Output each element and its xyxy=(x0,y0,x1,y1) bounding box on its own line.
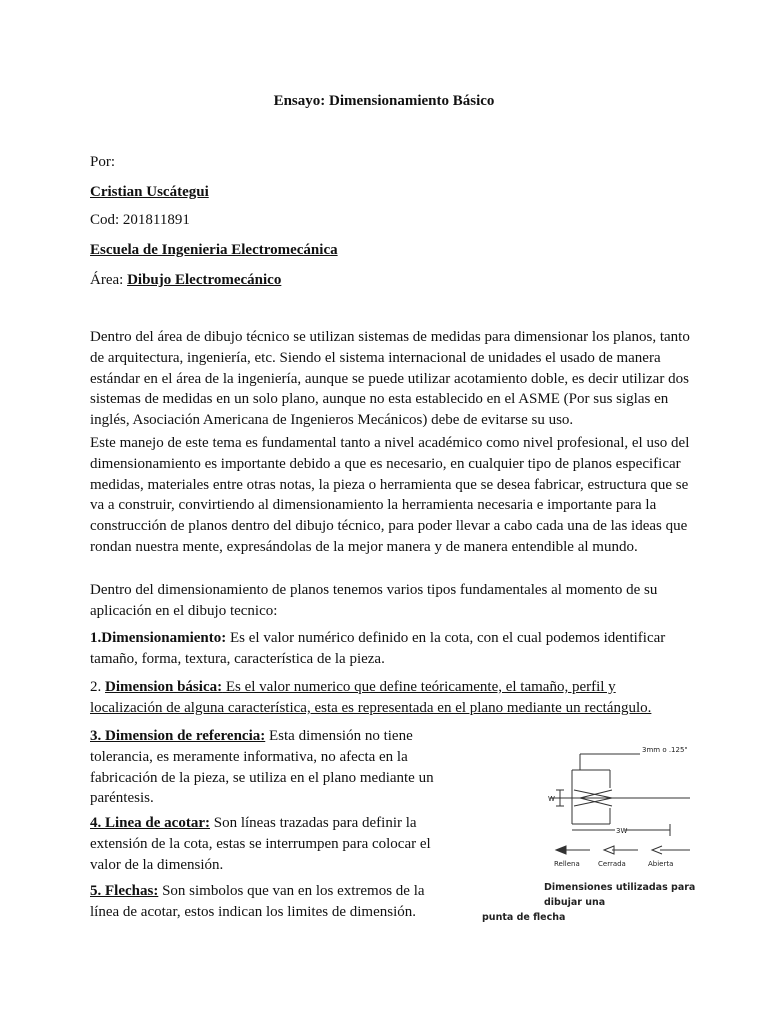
school-name-text: Escuela de Ingenieria Electromecánica xyxy=(90,242,338,258)
school-name xyxy=(90,241,338,259)
dim-w-label: W xyxy=(548,795,555,803)
item-flechas xyxy=(90,881,450,923)
item-label: 1.Dimensionamiento: xyxy=(90,630,227,646)
item-text: Esta dimensión no tiene tolerancia, es meramente informativa, no afecta en la fabricación de la pieza, se utiliza en el plano mediante un paréntesis. xyxy=(90,728,434,807)
arrowhead-diagram xyxy=(520,740,730,880)
arrow-filled-icon xyxy=(556,846,566,854)
item-dimension-basica xyxy=(90,677,690,719)
paragraph-intro: Dentro del área de dibujo técnico se utilizan sistemas de medidas para dimensionar los planos, tanto de arquitectura, ingeniería, etc. Siendo el sistema internacional de unidades el usado de manera estándar en el área de la ingeniería, aunque se puede utilizar acotamiento doble, es decir utilizar dos sistemas de medidas en un solo plano, aunque no esta establecido en el ASME (Por sus siglas en inglés, Asociación Americana de Ingenieros Mecánicos) debe de evitarse su uso. xyxy=(90,329,690,429)
area-value: Dibujo Electromecánico xyxy=(127,272,282,288)
item-dimensionamiento xyxy=(90,628,690,670)
paragraph-types-intro: Dentro del dimensionamiento de planos tenemos varios tipos fundamentales al momento de su aplicación en el dibujo tecnico: xyxy=(90,582,658,619)
item-text: Es el valor numerico que define teóricamente, el tamaño, perfil y localización de alguna característica, esta es representada en el plano mediante un rectángulo. xyxy=(90,679,652,716)
item-label: Dimension básica: xyxy=(105,679,223,695)
item-linea-acotar xyxy=(90,813,450,875)
arrow-label-filled: Rellena xyxy=(554,860,580,868)
caption-line-2: punta de flecha xyxy=(482,912,566,923)
area-line xyxy=(90,271,281,289)
author-name-text: Cristian Uscátegui xyxy=(90,184,209,200)
dim-top-label: 3mm o .125" xyxy=(642,746,688,754)
paragraph-importance: Este manejo de este tema es fundamental tanto a nivel académico como nivel profesional, el uso del dimensionamiento es importante debido a que es necesario, en cualquier tipo de planos especificar medidas, materiales entre otras notas, la pieza o herramienta que se desea fabricar, estructura que se va a construir, convirtiendo al dimensionamiento la herramienta necesaria e importante para la construcción de planos dentro del dibujo técnico, para poder llevar a cabo cada una de las ideas que rondan nuestra mente, expresándolas de la mejor manera y de manera entendible al mundo. xyxy=(90,435,690,555)
item-label: 4. Linea de acotar: xyxy=(90,815,210,831)
document-title: Ensayo: Dimensionamiento Básico xyxy=(273,93,495,109)
caption-line-1: Dimensiones utilizadas para dibujar una xyxy=(544,882,696,908)
student-code: Cod: 201811891 xyxy=(90,212,190,228)
arrow-label-closed: Cerrada xyxy=(598,860,626,868)
item-text: Son simbolos que van en los extremos de la línea de acotar, estos indican los limites de dimensión. xyxy=(90,883,425,920)
arrow-label-open: Abierta xyxy=(648,860,674,868)
author-name xyxy=(90,183,209,201)
figure-caption xyxy=(482,880,732,925)
dim-3w-label: 3W xyxy=(616,827,628,835)
item-dimension-referencia xyxy=(90,726,450,809)
area-label: Área: xyxy=(90,272,128,288)
author-prefix: Por: xyxy=(90,154,116,170)
item-label: 5. Flechas: xyxy=(90,883,159,899)
item-text: Son líneas trazadas para definir la extensión de la cota, estas se interrumpen para colocar el valor de la dimensión. xyxy=(90,815,431,873)
item-label: 3. Dimension de referencia: xyxy=(90,728,266,744)
item-prefix: 2. xyxy=(90,679,105,695)
item-text: Es el valor numérico definido en la cota, con el cual podemos identificar tamaño, forma, textura, característica de la pieza. xyxy=(90,630,666,667)
